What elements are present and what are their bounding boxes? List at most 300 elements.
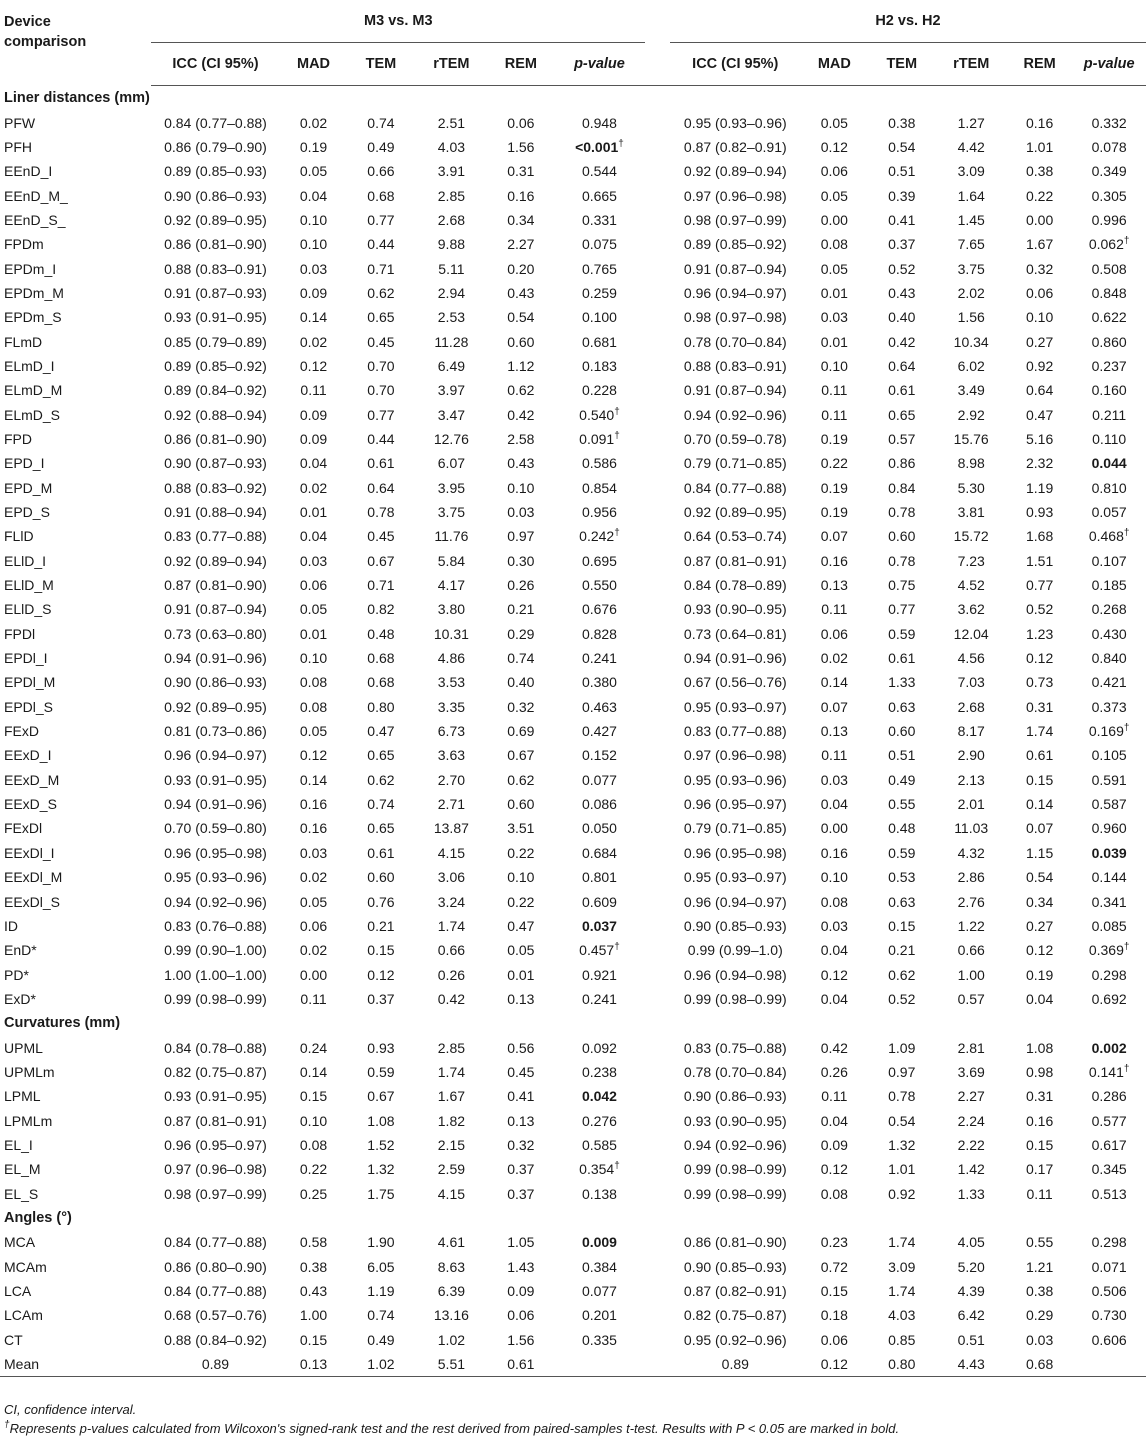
table-row xyxy=(0,695,1146,719)
h2-cell: 0.00 xyxy=(1025,211,1054,228)
m3-cell: 0.49 xyxy=(367,138,395,155)
h2-cell: 0.12 xyxy=(820,966,848,983)
h2-cell: 0.99 (0.98–0.99) xyxy=(683,1185,787,1202)
m3-cell: 0.84 (0.77–0.88) xyxy=(164,1234,267,1251)
table-row xyxy=(0,281,1146,305)
m3-cell xyxy=(554,1133,646,1157)
h2-cell: 0.22 xyxy=(820,455,848,472)
m3-cell: 3.95 xyxy=(437,479,466,496)
group-spacer xyxy=(645,1181,670,1205)
group-spacer xyxy=(645,1133,670,1157)
table-row xyxy=(0,1181,1146,1205)
group-spacer xyxy=(645,719,670,743)
h2-cell: 0.97 (0.96–0.98) xyxy=(683,187,787,204)
h2-cell xyxy=(1072,1352,1146,1377)
h2-p-value: 0.211 xyxy=(1092,406,1127,423)
m3-cell: 1.19 xyxy=(367,1283,395,1300)
h2-cell: 0.78 (0.70–0.84) xyxy=(683,333,787,350)
section-header-row xyxy=(0,1206,1146,1230)
h2-cell: 0.11 xyxy=(821,382,848,399)
h2-cell: 0.02 xyxy=(820,650,848,667)
h2-cell xyxy=(1072,792,1146,816)
m3-cell: 0.76 xyxy=(367,893,395,910)
h2-cell: 4.56 xyxy=(957,650,985,667)
m3-cell: 12.76 xyxy=(433,430,469,447)
m3-cell: 0.22 xyxy=(507,844,535,861)
m3-cell: 0.74 xyxy=(367,1307,395,1324)
table-row xyxy=(0,1060,1146,1084)
h2-cell: 0.07 xyxy=(820,698,848,715)
row-label: ELlD_M xyxy=(4,577,54,594)
m3-cell xyxy=(554,695,646,719)
m3-cell: 1.00 xyxy=(299,1307,328,1324)
h2-cell xyxy=(1072,1230,1146,1254)
m3-cell: 0.47 xyxy=(507,917,535,934)
m3-cell: 0.10 xyxy=(299,1112,328,1129)
table-row xyxy=(0,1303,1146,1327)
m3-cell: 0.92 (0.89–0.94) xyxy=(164,552,267,569)
m3-cell: 4.61 xyxy=(437,1234,466,1251)
section-header-row xyxy=(0,1011,1146,1035)
group-spacer xyxy=(645,43,670,86)
h2-p-value: 0.057 xyxy=(1091,504,1127,521)
h2-cell xyxy=(1072,1181,1146,1205)
m3-col-header-5: p-value xyxy=(554,43,646,86)
m3-p-value: 0.242 xyxy=(579,528,615,545)
h2-cell: 0.95 (0.92–0.96) xyxy=(683,1331,787,1348)
m3-cell xyxy=(554,1352,646,1377)
m3-cell: 0.02 xyxy=(299,114,328,131)
h2-p-value: 0.617 xyxy=(1091,1136,1127,1153)
h2-cell: 2.32 xyxy=(1025,455,1054,472)
h2-cell: 1.09 xyxy=(888,1039,916,1056)
table-row xyxy=(0,135,1146,159)
h2-cell: 0.42 xyxy=(820,1039,848,1056)
row-label: ExD* xyxy=(4,990,36,1007)
h2-cell: 1.08 xyxy=(1025,1039,1054,1056)
group-spacer xyxy=(645,427,670,451)
row-label: MCAm xyxy=(4,1258,47,1275)
m3-cell: 0.93 (0.91–0.95) xyxy=(164,309,267,326)
h2-cell: 0.59 xyxy=(888,625,916,642)
h2-cell: 0.65 xyxy=(888,406,916,423)
row-label: EnD* xyxy=(4,942,37,959)
table-row xyxy=(0,500,1146,524)
m3-cell: 0.08 xyxy=(299,1136,328,1153)
h2-p-value: 0.071 xyxy=(1091,1258,1127,1275)
m3-cell xyxy=(554,305,646,329)
h2-cell: 0.97 (0.96–0.98) xyxy=(683,747,787,764)
group-spacer xyxy=(645,354,670,378)
group-spacer xyxy=(645,695,670,719)
h2-p-value: 0.430 xyxy=(1091,625,1127,642)
h2-cell: 0.97 xyxy=(888,1063,916,1080)
table-row xyxy=(0,1108,1146,1132)
m3-p-value: 0.086 xyxy=(581,796,617,813)
table-row xyxy=(0,670,1146,694)
m3-cell: 0.86 (0.79–0.90) xyxy=(164,138,267,155)
m3-cell xyxy=(554,597,646,621)
h2-cell: 0.31 xyxy=(1025,698,1054,715)
m3-cell: 0.86 (0.80–0.90) xyxy=(164,1258,267,1275)
m3-cell: 0.73 (0.63–0.80) xyxy=(164,625,267,642)
h2-cell: 0.96 (0.94–0.97) xyxy=(683,893,787,910)
m3-cell: 1.02 xyxy=(347,1352,414,1377)
table-row xyxy=(0,549,1146,573)
m3-cell: 0.08 xyxy=(299,674,328,691)
h2-cell: 0.05 xyxy=(820,187,848,204)
h2-col-header-5: p-value xyxy=(1072,43,1146,86)
m3-cell: 0.19 xyxy=(299,138,328,155)
h2-cell xyxy=(1072,1279,1146,1303)
h2-p-value: 0.268 xyxy=(1091,601,1127,618)
m3-p-value: 0.765 xyxy=(581,260,617,277)
table-row xyxy=(0,476,1146,500)
h2-cell: 0.68 xyxy=(1007,1352,1072,1377)
h2-cell: 0.93 (0.90–0.95) xyxy=(683,1112,787,1129)
h2-p-value: 0.421 xyxy=(1091,674,1127,691)
h2-cell: 7.65 xyxy=(957,236,985,253)
h2-p-value: 0.345 xyxy=(1091,1161,1127,1178)
m3-cell: 0.40 xyxy=(507,674,535,691)
m3-p-value: 0.228 xyxy=(581,382,617,399)
group-spacer xyxy=(645,232,670,256)
h2-cell xyxy=(1072,816,1146,840)
h2-cell: 15.76 xyxy=(953,430,989,447)
h2-cell: 0.51 xyxy=(888,163,916,180)
m3-cell: 1.32 xyxy=(367,1161,395,1178)
m3-cell: 0.37 xyxy=(367,990,395,1007)
table-row xyxy=(0,573,1146,597)
h2-cell: 0.16 xyxy=(820,552,848,569)
h2-cell: 7.23 xyxy=(957,552,985,569)
row-label: LCA xyxy=(4,1283,32,1300)
h2-cell: 0.73 (0.64–0.81) xyxy=(683,625,787,642)
m3-cell: 0.44 xyxy=(367,430,395,447)
h2-cell: 0.57 xyxy=(957,990,985,1007)
h2-cell: 0.52 xyxy=(1025,601,1054,618)
m3-cell: 0.15 xyxy=(299,1088,328,1105)
h2-p-value: 0.848 xyxy=(1091,284,1127,301)
h2-cell: 0.19 xyxy=(820,430,848,447)
table-row xyxy=(0,232,1146,256)
m3-cell: 0.02 xyxy=(299,869,328,886)
m3-cell: 2.58 xyxy=(507,430,535,447)
h2-cell: 1.27 xyxy=(957,114,985,131)
h2-cell: 4.52 xyxy=(957,577,985,594)
m3-cell: 1.75 xyxy=(367,1185,395,1202)
m3-cell: 0.96 (0.95–0.98) xyxy=(164,844,267,861)
m3-cell xyxy=(554,281,646,305)
h2-cell: 1.74 xyxy=(888,1234,916,1251)
m3-cell: 0.10 xyxy=(299,650,328,667)
h2-cell: 0.84 (0.77–0.88) xyxy=(683,479,787,496)
h2-cell: 0.55 xyxy=(888,796,916,813)
m3-cell: 0.16 xyxy=(299,796,328,813)
h2-cell xyxy=(1072,354,1146,378)
h2-p-value: 0.369 xyxy=(1088,942,1124,959)
h2-cell: 0.52 xyxy=(888,260,916,277)
h2-p-value: 0.110 xyxy=(1092,430,1127,447)
m3-cell: 3.47 xyxy=(437,406,466,423)
m3-cell: 0.09 xyxy=(299,430,328,447)
m3-cell: 0.60 xyxy=(507,333,535,350)
m3-cell: 0.04 xyxy=(299,455,328,472)
h2-cell: 0.53 xyxy=(888,869,916,886)
m3-cell: 0.45 xyxy=(367,333,395,350)
m3-cell: 0.13 xyxy=(507,1112,535,1129)
m3-p-value: 0.854 xyxy=(581,479,617,496)
m3-cell: 4.15 xyxy=(437,844,466,861)
row-label: EEnD_M_ xyxy=(4,187,68,204)
h2-cell xyxy=(1072,281,1146,305)
row-label: EL_M xyxy=(4,1161,41,1178)
h2-cell: 0.57 xyxy=(888,430,916,447)
h2-cell: 0.93 xyxy=(1025,504,1054,521)
m3-cell: 0.12 xyxy=(299,747,328,764)
h2-cell: 3.09 xyxy=(957,163,985,180)
h2-cell xyxy=(1072,1133,1146,1157)
h2-cell: 1.45 xyxy=(957,211,985,228)
h2-cell: 0.60 xyxy=(888,723,916,740)
m3-cell: 0.85 (0.79–0.89) xyxy=(164,333,267,350)
m3-cell: 0.91 (0.87–0.94) xyxy=(164,601,267,618)
group-spacer xyxy=(645,962,670,986)
m3-cell: 0.62 xyxy=(367,771,395,788)
m3-p-value: 0.241 xyxy=(581,650,617,667)
h2-cell: 0.99 (0.99–1.0) xyxy=(687,942,783,959)
m3-cell: 0.94 (0.92–0.96) xyxy=(164,893,267,910)
m3-p-value: 0.550 xyxy=(581,577,617,594)
m3-cell xyxy=(554,110,646,134)
h2-cell xyxy=(1072,695,1146,719)
m3-cell: 0.84 (0.77–0.88) xyxy=(164,114,267,131)
m3-cell: 5.84 xyxy=(437,552,466,569)
h2-cell: 0.07 xyxy=(1025,820,1054,837)
table-row xyxy=(0,110,1146,134)
row-label: EPDl_I xyxy=(4,650,48,667)
h2-cell: 12.04 xyxy=(953,625,989,642)
h2-cell: 0.26 xyxy=(820,1063,848,1080)
m3-cell xyxy=(554,816,646,840)
m3-cell: 9.88 xyxy=(437,236,466,253)
m3-cell: 0.12 xyxy=(367,966,395,983)
m3-cell: 2.70 xyxy=(437,771,466,788)
m3-p-value: <0.001 xyxy=(575,138,619,155)
group-spacer xyxy=(645,816,670,840)
m3-cell: 0.05 xyxy=(299,163,328,180)
h2-cell: 3.69 xyxy=(957,1063,985,1080)
m3-cell: 0.86 (0.81–0.90) xyxy=(164,430,267,447)
m3-cell xyxy=(554,427,646,451)
h2-cell: 0.54 xyxy=(888,138,916,155)
m3-p-value: 0.100 xyxy=(581,309,617,326)
m3-p-value: 0.037 xyxy=(581,917,617,934)
h2-cell xyxy=(1072,402,1146,426)
h2-cell xyxy=(1072,183,1146,207)
h2-p-value: 0.332 xyxy=(1091,114,1127,131)
h2-cell: 0.08 xyxy=(820,893,848,910)
table-row xyxy=(0,256,1146,280)
m3-cell: 1.43 xyxy=(507,1258,535,1275)
m3-cell: 0.02 xyxy=(299,333,328,350)
group-spacer xyxy=(645,135,670,159)
m3-cell: 0.93 xyxy=(367,1039,395,1056)
h2-cell: 0.15 xyxy=(1025,771,1054,788)
m3-cell: 0.16 xyxy=(507,187,535,204)
row-label: Mean xyxy=(0,1352,151,1377)
h2-cell: 0.05 xyxy=(820,114,848,131)
m3-cell: 2.27 xyxy=(507,236,535,253)
h2-cell: 0.77 xyxy=(1025,577,1054,594)
m3-cell xyxy=(554,646,646,670)
row-label: LPMLm xyxy=(4,1112,53,1129)
h2-cell: 4.05 xyxy=(957,1234,985,1251)
h2-cell xyxy=(1072,670,1146,694)
m3-p-value: 0.921 xyxy=(581,966,617,983)
h2-cell: 0.96 (0.95–0.97) xyxy=(683,796,787,813)
h2-cell: 0.23 xyxy=(820,1234,848,1251)
m3-cell: 0.61 xyxy=(367,844,395,861)
h2-cell: 1.42 xyxy=(957,1161,985,1178)
m3-cell: 0.89 xyxy=(151,1352,280,1377)
table-row xyxy=(0,451,1146,475)
m3-cell: 0.77 xyxy=(367,406,395,423)
h2-cell xyxy=(1072,110,1146,134)
m3-cell: 0.56 xyxy=(507,1039,535,1056)
h2-cell xyxy=(1072,1157,1146,1181)
m3-cell: 0.43 xyxy=(299,1283,328,1300)
h2-cell: 0.29 xyxy=(1025,1307,1054,1324)
m3-cell: 0.83 (0.77–0.88) xyxy=(164,528,267,545)
h2-cell: 0.79 (0.71–0.85) xyxy=(683,820,787,837)
row-label: EExDl_I xyxy=(4,844,55,861)
row-label: EPDm_M xyxy=(4,284,64,301)
table-row xyxy=(0,597,1146,621)
group-spacer xyxy=(645,938,670,962)
m3-cell: 0.37 xyxy=(507,1161,535,1178)
m3-p-value: 0.665 xyxy=(581,187,617,204)
h2-cell: 0.91 (0.87–0.94) xyxy=(683,260,787,277)
h2-cell: 0.11 xyxy=(1026,1185,1053,1202)
m3-cell: 2.68 xyxy=(437,211,466,228)
m3-p-value: 0.276 xyxy=(581,1112,617,1129)
m3-cell xyxy=(554,719,646,743)
h2-cell xyxy=(1072,1255,1146,1279)
m3-cell: 1.00 (1.00–1.00) xyxy=(164,966,267,983)
h2-cell xyxy=(1072,889,1146,913)
section-header-row xyxy=(0,86,1146,111)
table-row xyxy=(0,719,1146,743)
row-label: FExDl xyxy=(4,820,43,837)
m3-cell xyxy=(554,1084,646,1108)
m3-cell: 0.90 (0.86–0.93) xyxy=(164,674,267,691)
h2-cell: 0.78 xyxy=(888,504,916,521)
m3-cell: 10.31 xyxy=(433,625,469,642)
h2-cell: 1.51 xyxy=(1025,552,1054,569)
h2-cell: 0.12 xyxy=(801,1352,868,1377)
group-spacer xyxy=(645,1328,670,1352)
m3-cell: 3.80 xyxy=(437,601,466,618)
m3-cell: 0.15 xyxy=(367,942,395,959)
h2-cell xyxy=(1072,719,1146,743)
m3-p-value: 0.676 xyxy=(581,601,617,618)
h2-cell: 0.51 xyxy=(888,747,916,764)
m3-cell: 0.67 xyxy=(367,1088,395,1105)
group-spacer xyxy=(645,1255,670,1279)
m3-cell: 0.86 (0.81–0.90) xyxy=(164,236,267,253)
h2-cell: 0.90 (0.85–0.93) xyxy=(683,917,787,934)
m3-cell: 0.06 xyxy=(299,577,328,594)
m3-cell xyxy=(554,914,646,938)
h2-p-value: 0.513 xyxy=(1091,1185,1127,1202)
h2-cell: 6.42 xyxy=(957,1307,985,1324)
row-label: EEnD_S_ xyxy=(4,211,66,228)
h2-p-value: 0.185 xyxy=(1091,577,1127,594)
dagger-mark: † xyxy=(614,405,620,417)
m3-cell: 0.89 (0.84–0.92) xyxy=(164,382,267,399)
h2-cell: 8.17 xyxy=(957,723,985,740)
h2-cell: 0.52 xyxy=(888,990,916,1007)
h2-cell: 0.96 (0.94–0.98) xyxy=(683,966,787,983)
m3-cell xyxy=(554,232,646,256)
m3-cell: 1.12 xyxy=(507,357,535,374)
h2-cell: 0.38 xyxy=(888,114,916,131)
h2-cell: 0.18 xyxy=(820,1307,848,1324)
m3-p-value: 0.183 xyxy=(581,357,617,374)
h2-cell: 2.92 xyxy=(957,406,985,423)
h2-cell: 0.94 (0.91–0.96) xyxy=(683,650,787,667)
h2-cell xyxy=(1072,987,1146,1011)
m3-cell: 0.99 (0.90–1.00) xyxy=(164,942,267,959)
h2-cell: 6.02 xyxy=(957,357,985,374)
h2-cell: 0.55 xyxy=(1025,1234,1054,1251)
group-spacer xyxy=(645,159,670,183)
h2-cell: 0.12 xyxy=(820,1161,848,1178)
h2-col-header-1: MAD xyxy=(801,43,868,86)
m3-cell: 0.13 xyxy=(280,1352,347,1377)
h2-cell: 2.81 xyxy=(957,1039,985,1056)
m3-cell: 0.43 xyxy=(507,455,535,472)
h2-cell: 0.49 xyxy=(888,771,916,788)
m3-cell: 0.01 xyxy=(507,966,535,983)
m3-cell: 0.65 xyxy=(367,820,395,837)
h2-cell xyxy=(1072,841,1146,865)
h2-cell: 0.04 xyxy=(820,942,848,959)
m3-cell: 0.48 xyxy=(367,625,395,642)
m3-cell: 0.70 xyxy=(367,382,395,399)
m3-cell xyxy=(554,1303,646,1327)
m3-cell: 2.85 xyxy=(437,1039,466,1056)
row-label: FPDm xyxy=(4,236,44,253)
h2-cell: 1.74 xyxy=(1025,723,1054,740)
m3-cell: 0.87 (0.81–0.91) xyxy=(164,1112,267,1129)
m3-cell: 0.09 xyxy=(507,1283,535,1300)
group-spacer xyxy=(645,622,670,646)
h2-cell: 1.56 xyxy=(957,309,985,326)
dagger-mark: † xyxy=(614,941,620,953)
m3-cell: 0.58 xyxy=(299,1234,328,1251)
m3-cell: 0.10 xyxy=(507,479,535,496)
m3-cell: 0.88 (0.83–0.91) xyxy=(164,260,267,277)
m3-cell: 2.71 xyxy=(437,796,466,813)
group-spacer xyxy=(645,305,670,329)
m3-cell: 0.68 xyxy=(367,674,395,691)
m3-cell: 0.96 (0.95–0.97) xyxy=(164,1136,267,1153)
table-row xyxy=(0,1328,1146,1352)
h2-cell: 0.83 (0.75–0.88) xyxy=(683,1039,787,1056)
m3-cell: 0.90 (0.87–0.93) xyxy=(164,455,267,472)
